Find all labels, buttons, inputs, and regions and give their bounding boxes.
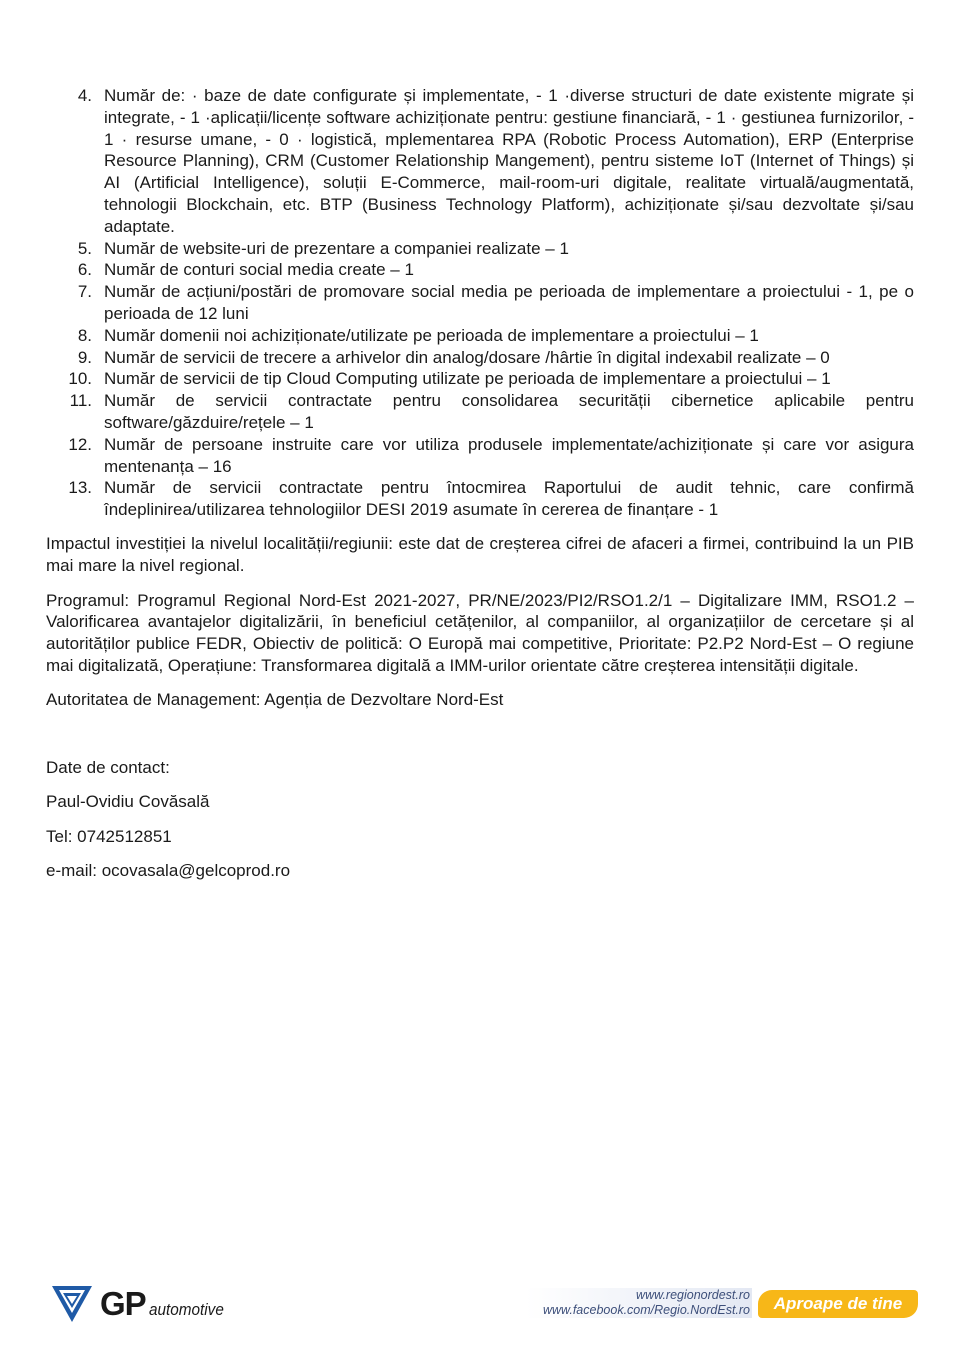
logo-main-text: GP bbox=[100, 1285, 146, 1322]
contact-name: Paul-Ovidiu Covăsală bbox=[46, 792, 210, 812]
list-item bbox=[46, 347, 914, 369]
list-text: Număr de website-uri de prezentare a companiei realizate – 1 bbox=[104, 238, 569, 258]
list-number: 13. bbox=[68, 478, 92, 498]
list-item bbox=[46, 259, 914, 281]
list-number: 6. bbox=[77, 260, 92, 280]
list-text: Număr domenii noi achiziționate/utilizate pe perioada de implementare a proiectului – 1 bbox=[104, 325, 759, 345]
impact-paragraph: Impactul investiției la nivelul localității/regiunii: este dat de creșterea cifrei de afaceri a firmei, contribuind la un PIB mai mare la nivel regional. bbox=[46, 534, 914, 576]
facebook-link[interactable]: www.facebook.com/Regio.NordEst.ro bbox=[542, 1303, 750, 1317]
list-text: Număr de servicii contractate pentru consolidarea securității cibernetice aplicabile pentru software/găzduire/rețele – 1 bbox=[104, 391, 914, 432]
contact-email: e-mail: ocovasala@gelcoprod.ro bbox=[46, 860, 291, 880]
list-text: Număr de servicii contractate pentru întocmirea Raportului de audit tehnic, care confirmă îndeplinirea/utilizarea tehnologiilor DESI 2019 asumate în cererea de finanțare - 1 bbox=[104, 478, 914, 520]
list-item bbox=[46, 390, 914, 434]
contact-phone: Tel: 0742512851 bbox=[46, 826, 172, 846]
logo-sub-text: automotive bbox=[148, 1300, 224, 1319]
gp-automotive-logo bbox=[52, 1284, 232, 1324]
gp-logo-icon bbox=[52, 1286, 92, 1322]
slogan-badge: Aproape de tine bbox=[758, 1290, 918, 1318]
document-body bbox=[46, 85, 914, 894]
list-item bbox=[46, 325, 914, 347]
list-number: 4. bbox=[77, 86, 92, 105]
list-number: 11. bbox=[69, 391, 92, 411]
list-number: 10. bbox=[68, 369, 92, 389]
list-item bbox=[46, 281, 914, 325]
authority-paragraph: Autoritatea de Management: Agenția de Dezvoltare Nord-Est bbox=[46, 690, 504, 710]
list-number: 8. bbox=[77, 325, 92, 345]
program-paragraph: Programul: Programul Regional Nord-Est 2021-2027, PR/NE/2023/PI2/RSO1.2/1 – Digitalizare IMM, RSO1.2 – Valorificarea avantajelor digitalizării, în beneficiul cetățenilor, al companiilor, al organizațiilor de cercetare și al autorităților publice FEDR, Obiectiv de politică: O Europă mai competitive, Prioritate: P2.P2 Nord-Est – O regiune mai digitalizată, Operațiune: Transformarea digitală a IMM-urilor orientate către creșterea intensității digitale. bbox=[46, 590, 914, 675]
contact-heading: Date de contact: bbox=[46, 758, 170, 778]
list-text: Număr de persoane instruite care vor utiliza produsele implementate/achiziționate și care vor asigura mentenanța – 16 bbox=[104, 434, 914, 476]
list-text: Număr de servicii de trecere a arhivelor din analog/dosare /hârtie în digital indexabil realizate – 0 bbox=[104, 347, 830, 367]
list-item bbox=[46, 477, 914, 521]
list-text: Număr de conturi social media create – 1 bbox=[104, 260, 414, 280]
list-item bbox=[46, 368, 914, 390]
list-text: Număr de servicii de tip Cloud Computing utilizate pe perioada de implementare a proiectului – 1 bbox=[104, 369, 831, 389]
list-item bbox=[46, 434, 914, 478]
list-number: 9. bbox=[77, 347, 92, 367]
list-number: 12. bbox=[68, 434, 92, 454]
contact-block bbox=[46, 757, 914, 882]
website-link[interactable]: www.regionordest.ro bbox=[636, 1288, 750, 1302]
list-text: Număr de acțiuni/postări de promovare social media pe perioada de implementare a proiectului - 1, pe o perioada de 12 luni bbox=[104, 282, 914, 323]
list-text: Număr de: · baze de date configurate și implementate, - 1 ·diverse structuri de date existente migrate și integrate, - 1 ·aplicații/licențe software achiziționate pentru: gestiune financiară, - 1 · gestiunea furnizorilor, - 1 · resurse umane, - 0 · logistică, mplementarea RPA (Robotic Process Automation), ERP (Enterprise Resource Planning), CRM (Customer Relationship Mangement), pentru sisteme IoT (Internet of Things) și AI (Artificial Intelligence), soluții E-Commerce, mail-room-uri digitale, realitate virtuală/augmentată, tehnologii Blockchain, etc. BTP (Business Technology Platform), achiziționate și/sau dezvoltate și/sau adaptate. bbox=[104, 86, 914, 236]
list-item bbox=[46, 85, 914, 238]
list-number: 7. bbox=[77, 282, 92, 302]
list-number: 5. bbox=[77, 238, 92, 258]
indicator-list bbox=[46, 85, 914, 521]
list-item bbox=[46, 238, 914, 260]
footer-links bbox=[526, 1288, 752, 1318]
